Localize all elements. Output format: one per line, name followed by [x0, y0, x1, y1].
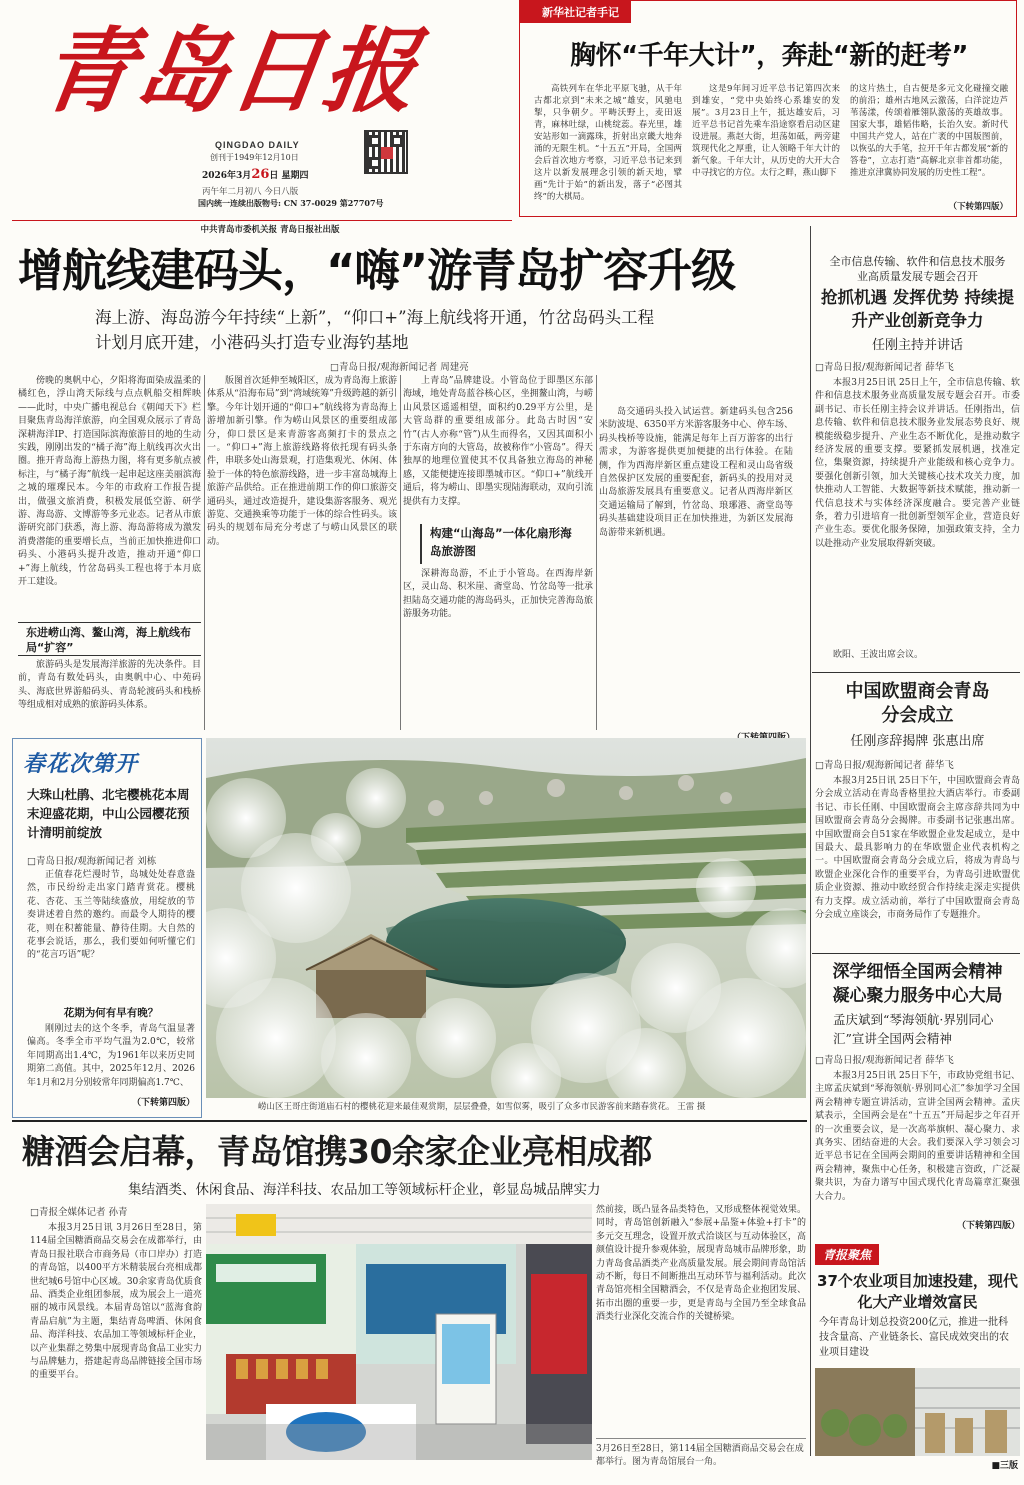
masthead — [20, 4, 515, 219]
lead-sub2: 计划月底开建，小港码头打造专业海钓基地 — [95, 333, 409, 352]
feature-box-text: 正值春花烂漫时节，岛城处处春意盎然，市民纷纷走出家门踏青赏花。樱桃花、杏花、玉兰等陆续盛放，用绽放的节奏讲述着自然的邀约。而最令人期待的樱花，则在积蓄能量、静待佳期。大自然的花事会说话，那么，我们要如何听懂它们的“花言巧语”呢？ — [27, 870, 195, 961]
col-rule — [596, 375, 597, 730]
bottom-byline: □青报全媒体记者 孙青 — [30, 1207, 128, 1218]
focus-title[interactable]: 37个农业项目加速投建，现代化大产业增效富民 — [817, 1272, 1018, 1311]
right-news-2-sub: 任刚彦辞揭牌 张惠出席 — [850, 734, 985, 749]
main-photo-caption: 崂山区王哥庄街道庙石村的樱桃花迎来最佳观赏期，层层叠叠，如雪似雾，吸引了众多市民游客前来踏春赏花。 王雷 摄 — [258, 1102, 706, 1112]
right-news-2-byline: □青岛日报/观海新闻记者 薛华飞 — [815, 760, 954, 771]
top-feature-tag: 新华社记者手记 — [520, 1, 631, 23]
lead-col1: 傍晚的奥帆中心，夕阳将海面染成温柔的橘红色，浮山湾天际线与点点帆船交相辉映——此时，中央广播电视总台《朝闻天下》栏目聚焦青岛海洋旅游，向全国观众展示了青岛深耕海洋IP、打造国际滨海旅游目的地的生动实践，刚刚出发的“橘子海”海上航线再次火出圈。推开青岛海上游热力图，将有更多航点被标注，与“橘子海”航线一起串起这座美丽滨海之城的璀璨民本。今年的市政府工作报告提出，做强文旅消费，积极发展低空游、研学游、海岛游、文博游等多元业态。记者从市旅游研究部门获悉，海上游、海岛游将成为激发消费潜能的重要增长点，当前正加快推进仰口码头、小港码头提升改造，推动开通“仰口+”海上航线，竹岔岛码头工程也将于本月底开工建设。 — [18, 376, 201, 588]
right-news-2-text: 本报3月25日讯 25日下午，中国欧盟商会青岛分会成立活动在青岛香格里拉大酒店举行。市委副书记、市长任刚、中国欧盟商会主席彦辞共同为中国欧盟商会青岛分会揭牌。市委副书记张惠出席。中国欧盟商会自51家在华欧盟企业发起成立，是中国最大、最具影响力的在华欧盟企业代表机构之一。中国欧盟商会青岛分会成立后，将成为青岛与欧盟企业深化合作的重要平台，为青岛引进欧盟优质企业资源、推动中欧经贸合作持续走深走实提供有力支撑。成立活动前，举行了中国欧盟商会青岛分会成立座谈会，市商务局作了专题推介。 — [815, 776, 1020, 921]
right-news-3-text: 本报3月25日讯 25日下午，市政协党组书记、主席孟庆斌到“琴海领航·界别同心汇”参加学习全国两会精神专题宣讲活动，宣讲全国两会精神。孟庆斌表示，全国两会是在“十五五”开局起步之年召开的一次重要会议，是一次高举旗帜、凝心聚力、求真务实、团结奋进的大会。我们要深入学习领会习近平总书记在全国两会期间的重要讲话精神和全国两会精神，聚焦中心任务，积极建言资政，广泛凝聚共识，为奋力谱写中国式现代化青岛篇章汇聚强大合力。 — [815, 1071, 1020, 1202]
masthead-lunar: 丙午年二月初八 今日八版 — [202, 187, 299, 197]
top-feature-col2: 这是9年间习近平总书记第四次来到雄安，“党中央始终心系雄安的发展”。3月23日上午，抵达雄安后，习近平总书记首先乘车沿途察看启动区建设进展。燕赵大街，坦荡如砥，两旁建筑现代化之厚重，让人领略千年大计的新气象。千年大计，从历史的大开大合中寻找它的方位。太行之畔，燕山脚下 — [692, 84, 840, 178]
right-news-1-end: 欧阳、王波出席会议。 — [833, 650, 924, 660]
section-rule — [12, 1120, 807, 1122]
right-news-3-sub: 孟庆斌到“琴海领航·界别同心汇”宣讲全国两会精神 — [833, 1012, 994, 1046]
lead-col2: 版图首次延伸至城阳区，成为青岛海上旅游体系从“沿海布局”到“湾域统筹”升级跨越的新引擎。今年计划开通的“仰口+”航线将为青岛海上游增加新引擎。作为崂山风景区的重要组成部分，仰口景区是来青游客高频打卡的景点之一。“仰口+”海上旅游线路将依托现有码头条件，串联多处山海景观，打造集观光、休闲、体验于一体的特色旅游线路，进一步丰富岛城海上旅游产品供给。正在推进前期工作的仰口旅游交通码头，通过改造提升，建设集游客服务、观光游览、交通换乘等功能于一体的综合性码头。该码头的规划布局充分考虑了与崂山风景区的联动。 — [207, 376, 397, 547]
right-news-1-sub: 任刚主持并讲话 — [871, 338, 963, 353]
right-news-1-byline: □青岛日报/观海新闻记者 薛华飞 — [815, 362, 954, 373]
top-feature-more[interactable]: （下转第四版） — [948, 202, 1008, 212]
expo-booth-scene — [206, 1204, 592, 1460]
focus-sub: 今年青岛计划总投资200亿元，推进一批科技含量高、产业链条长、富民成效突出的农业项目建设 — [819, 1317, 1009, 1358]
focus-label: 青报聚焦 — [815, 1244, 879, 1265]
lead-sec1: 东进崂山湾、鳌山湾，海上航线布局“扩容” — [18, 622, 201, 656]
bottom-text: 本报3月25日讯 3月26日至28日，第114届全国糖酒商品交易会在成都举行，由青岛日报社联合市商务局（市口岸办）打造的青岛馆，以400平方米精装展台亮相成都世纪城6号馆中心区域。30余家青岛优质食品、酒类企业组团参展，成为展会上一道亮丽的城市风景线。本届青岛馆以“蓝海食韵 青品启航”为主题，集结青岛啤酒、休闲食品、海洋科技、农品加工等领域标杆企业，以产业集群之势集中展现青岛食品工业实力与品牌魅力，搭建起青岛品牌链接全国市场的重要平台。 — [30, 1223, 202, 1381]
top-feature-col1: 高铁列车在华北平原飞驰，从千年古都北京到“未来之城”雄安，风驰电掣，只争朝夕。平畴沃野上，麦田返青，麻林吐绿，山桃绽蕊。春光里，雄安站形如一滴露珠，折射出京畿大地奔涌的无限生机。“十五五”开局，全国两会后首次地方考察，习近平总书记来到这片以新发展理念引领的新天地，擘画“先计于始”的新出发，落子“必图其终”的大棋局。 — [534, 84, 682, 202]
farm-project-scene — [815, 1368, 1020, 1456]
bottom-title[interactable]: 糖酒会启幕，青岛馆携30余家企业亮相成都 — [22, 1132, 652, 1171]
lead-col1b: 旅游码头是发展海洋旅游的先决条件。目前，青岛有数处码头，由奥帆中心、中苑码头、海底世界游船码头、青岛轮渡码头和栈桥等组成相对成熟的旅游码头体系。 — [18, 660, 201, 711]
top-feature-title[interactable]: 胸怀“千年大计”，奔赴“新的赶考” — [570, 41, 968, 71]
feature-box-title[interactable]: 大珠山杜鹃、北宅樱桃花本周末迎盛花期，中山公园樱花预计清明前绽放 — [27, 787, 190, 840]
masthead-serial: 国内统一连续出版物号: CN 37-0029 第27707号 — [198, 198, 384, 208]
focus-box — [815, 1244, 1020, 1472]
feature-box-text2: 刚刚过去的这个冬季，青岛气温显著偏高。冬季全市平均气温为2.0℃，较常年同期高出1.4℃，为1961年以来历史同期第二高值。其中，2025年12月、2026年1月和2月分别较常年同期偏高1.7℃、 — [27, 1024, 195, 1088]
feature-box-question: 花期为何有早有晚？ — [63, 1007, 159, 1019]
expo-photo — [206, 1204, 592, 1460]
feature-box-byline: □青岛日报/观海新闻记者 刘栋 — [27, 856, 157, 867]
right-news-3 — [815, 960, 1020, 1240]
col-rule — [204, 375, 205, 730]
masthead-date: 2026年3月26日 星期四 — [202, 167, 309, 182]
bottom-sub: 集结酒类、休闲食品、海洋科技、农品加工等领域标杆企业，彰显岛城品牌实力 — [128, 1182, 601, 1198]
right-news-3-more[interactable]: （下转第四版） — [956, 1221, 1020, 1231]
right-news-3-byline: □青岛日报/观海新闻记者 薛华飞 — [815, 1055, 954, 1066]
expo-photo-caption: 3月26日至28日，第114届全国糖酒商品交易会在成都举行。图为青岛馆展台一角。 — [596, 1438, 806, 1469]
focus-photo — [815, 1368, 1020, 1456]
col-rule — [400, 375, 401, 730]
lead-title[interactable]: 增航线建码头，“嗨”游青岛扩容升级 — [18, 244, 736, 297]
masthead-logo: 青岛日报 — [34, 17, 426, 125]
feature-box-more[interactable]: （下转第四版） — [131, 1098, 195, 1108]
masthead-rule — [12, 220, 512, 221]
section-rule — [812, 672, 1020, 673]
right-news-1-text: 本报3月25日讯 25日上午，全市信息传输、软件和信息技术服务业高质量发展专题会召开。市委副书记、市长任刚主持会议并讲话。任刚指出，信息传输、软件和信息技术服务业发展态势良好、规模能级稳步提升、产业生态不断优化，是推动数字经济发展的重要支撑。要紧抓发展机遇，找准定位，集聚资源，持续提升产业能级和核心竞争力。要强化创新引领，加大关键核心技术攻关力度，加快推动人工智能、大数据等新技术赋能，推动新一代信息技术与实体经济深度融合。要完善产业链条，着力引进培育一批创新型领军企业，营造良好产业生态。要优化服务保障，加强政策支持，全力以赴推动产业发展取得新突破。 — [815, 378, 1020, 549]
main-photo — [206, 738, 806, 1098]
top-feature — [519, 0, 1017, 217]
masthead-publisher: 中共青岛市委机关报 青岛日报社出版 — [200, 225, 340, 235]
right-news-2 — [815, 680, 1020, 950]
feature-box — [12, 738, 202, 1118]
lead-col3b: 深耕海岛游，不止于小管岛。在西海岸新区，灵山岛、积米崖、斋堂岛、竹岔岛等一批承担陆岛交通功能的海岛码头，正加快完善海岛旅游服务功能。 — [403, 569, 593, 620]
feature-box-label: 春花次第开 — [23, 751, 139, 777]
right-news-2-title[interactable]: 中国欧盟商会青岛分会成立 — [845, 681, 990, 726]
masthead-founded: 创刊于1949年12月10日 — [210, 153, 299, 162]
lead-col3: 上青岛”品牌建设。小管岛位于即墨区东部海域，地处青岛蓝谷核心区，坐拥鳌山湾，与崂山风景区遥遥相望，面积约0.29平方公里，是大管岛群的重要组成部分。此岛古时因“安竹”(古人亦称“管”)从生而得名，又因其面积小于东南方向的大管岛，故被称作“小管岛”。得天独厚的地理位置使其不仅具备独立海岛的神秘感，又能便捷连接即墨城市区。“仰口+”航线开通后，将为崂山、即墨实现陆海联动，双向引流提供有力支撑。 — [403, 376, 593, 507]
lead-byline: □青岛日报/观海新闻记者 周建亮 — [330, 362, 469, 373]
right-news-3-title[interactable]: 深学细悟全国两会精神 凝心聚力服务中心大局 — [832, 962, 1003, 1006]
lead-sub1: 海上游、海岛游今年持续“上新”，“仰口+”海上航线将开通，竹岔岛码头工程 — [95, 308, 655, 327]
lead-col4: 岛交通码头投入试运营。新建码头包含256米防波堤、6350平方米游客服务中心、停车场、码头栈桥等设施，能满足每年上百万游客的出行需求，为游客提供更加便捷的出行体验。在陆侧，作为西海岸新区重点建设工程和灵山岛省级自然保护区发展的重要配套，新码头的投用对灵山岛旅游发展具有重要意义。记者从西海岸新区交通运输局了解到，竹岔岛、琅琊港、斋堂岛等码头基础建设项目正在加快推进，为新区发展海岛游带来新机遇。 — [599, 407, 793, 538]
focus-page-ref[interactable]: ■三版 — [991, 1461, 1018, 1471]
bottom-text2: 然前接，既凸显各品类特色，又形成整体视觉效果。同时，青岛馆创新融入“参展+品鉴+体验+打卡”的多元交互理念，设置开放式洽谈区与互动体验区，高颜值设计提升参观体验，展现青岛城市品牌形象，助力青岛食品酒类产业高质量发展。展会期间青岛馆活动不断，每日不间断推出互动环节与福利活动。此次青岛馆亮相全国糖酒会，不仅是青岛企业抱团发展、拓市出圈的重要一步，更是青岛与全国乃至全球食品酒类行业深化交流合作的关键桥梁。 — [596, 1205, 806, 1323]
col-rule — [810, 226, 811, 1456]
cherry-blossom-landscape — [206, 738, 806, 1098]
right-news-1 — [815, 254, 1020, 674]
qr-code — [364, 130, 408, 174]
top-feature-col3: 的这片热土，自古便是多元文化碰撞交融的前沿；雄州古地风云激荡，白洋淀边芦苇荡漾，传颂着雁翎队激荡的英雄故事。国家大事，雄韬伟略，长治久安。新时代中国共产党人，站在广袤的中国版图前，以恢弘的大手笔，拉开千年古都发展“新的答卷”，立志打造“高解北京非首都功能，推进京津冀协同发展的历史性工程”。 — [850, 84, 1008, 178]
right-news-1-title[interactable]: 抢抓机遇 发挥优势 持续提升产业创新竞争力 — [821, 288, 1014, 330]
section-rule — [812, 953, 1020, 954]
right-news-1-kicker: 全市信息传输、软件和信息技术服务业高质量发展专题会召开 — [829, 255, 1006, 283]
masthead-english: QINGDAO DAILY — [215, 140, 300, 150]
lead-photo-caption: 构建“山海岛”一体化扇形海岛旅游图 — [420, 524, 580, 564]
